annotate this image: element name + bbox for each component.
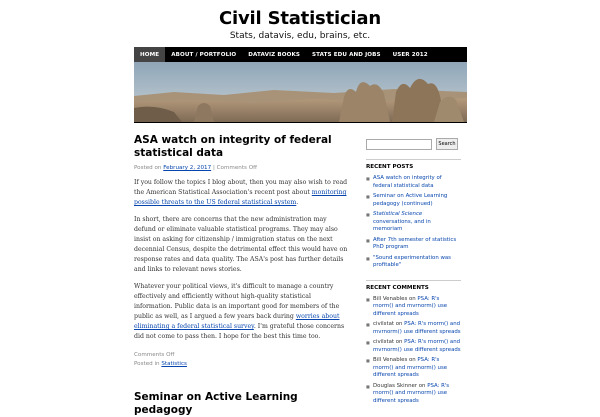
list-item: [366, 321, 461, 336]
comment-post-link[interactable]: PSA: R's rnorm() and mvrnorm() use different spreads: [373, 357, 448, 378]
paragraph: [134, 178, 350, 208]
nav-item-dataviz-books[interactable]: DATAVIZ BOOKS: [248, 51, 301, 58]
paragraph: In short, there are concerns that the new administration may defund or eliminate valuable statistical programs. They may also insist on asking for citizenship / immigration status on the next decennial Census, despite the detrimental effect this would have on response rates and data quality. The ASA's post has further details and links to relevant news stories.: [134, 216, 348, 273]
comment-author: civilstat: [373, 339, 394, 345]
paragraph: [134, 282, 350, 342]
header-divider: [134, 122, 467, 123]
list-item: [366, 175, 461, 190]
post-title[interactable]: ASA watch on integrity of federal statistical data: [134, 134, 332, 159]
list-item: [366, 296, 461, 319]
on-label: on: [408, 295, 416, 302]
recent-post-link[interactable]: [373, 211, 431, 232]
comment-author: Bill Venables: [373, 357, 408, 363]
site-description: Stats, datavis, edu, brains, etc.: [229, 31, 371, 41]
nav-item-home[interactable]: HOME: [134, 47, 165, 62]
list-item: [366, 255, 461, 270]
list-item: [366, 211, 461, 234]
search-input[interactable]: [366, 139, 432, 150]
comment-post-link[interactable]: PSA: R's rnorm() and mvrnorm() use different spreads: [373, 321, 461, 335]
comment-post-link[interactable]: PSA: R's rnorm() and mvrnorm() use different spreads: [373, 382, 450, 404]
text: . I'm grateful those concerns did not come to pass then. I hope for the best this time too.: [134, 323, 345, 340]
post-date-link[interactable]: February 2, 2017: [163, 165, 212, 171]
site-title[interactable]: Civil Statistician: [219, 8, 381, 29]
text: .: [296, 199, 299, 206]
post-meta: [134, 165, 350, 171]
posted-on-label: Posted on: [134, 165, 162, 171]
recent-post-link[interactable]: After 7th semester of statistics PhD program: [373, 236, 457, 250]
nav-item-stats-edu-and-jobs[interactable]: STATS EDU AND JOBS: [312, 51, 381, 58]
list-item: [366, 339, 461, 354]
comments-status: Comments Off: [134, 352, 175, 358]
on-label: on: [395, 321, 403, 327]
post-content: [134, 178, 350, 342]
post: [134, 391, 350, 417]
post-utility: [134, 351, 350, 369]
sidebar: [366, 138, 461, 408]
recent-post-link[interactable]: Seminar on Active Learning pedagogy (continued): [373, 193, 448, 207]
nav-item-about-portfolio[interactable]: ABOUT / PORTFOLIO: [171, 51, 237, 58]
main-nav: [134, 47, 467, 62]
header-image: [134, 62, 467, 122]
comment-author: civilstat: [373, 321, 394, 327]
recent-post-emphasis: Statistical Science: [373, 211, 423, 217]
recent-post-link[interactable]: "Sound experimentation was profitable": [373, 254, 451, 268]
recent-comments-title: RECENT COMMENTS: [366, 280, 461, 291]
comment-post-link[interactable]: PSA: R's rnorm() and mvrnorm() use different spreads: [373, 339, 461, 353]
meta-separator: |: [212, 165, 215, 171]
category-link[interactable]: Statistics: [161, 361, 187, 367]
recent-posts-list: [366, 175, 461, 270]
on-label: on: [395, 339, 403, 345]
text: If you follow the topics I blog about, then you may also wish to read the American Statistical Association's recent post about: [134, 179, 348, 196]
comments-status: Comments Off: [216, 165, 257, 171]
list-item: [366, 237, 461, 252]
on-label: on: [408, 357, 416, 363]
recent-comments-list: [366, 296, 461, 406]
list-item: [366, 357, 461, 380]
list-item: [366, 193, 461, 208]
posted-in: [134, 360, 350, 369]
posted-in-label: Posted in: [134, 361, 160, 367]
comment-author: Bill Venables: [373, 295, 408, 302]
recent-post-text: conversations, and in memoriam: [373, 218, 431, 232]
comment-post-link[interactable]: PSA: R's rnorm() and mvrnorm() use different spreads: [373, 295, 448, 317]
main-content: [134, 134, 350, 417]
nav-item-user-2012[interactable]: USER 2012: [392, 51, 428, 58]
on-label: on: [418, 382, 426, 389]
search-form: [366, 138, 461, 150]
recent-posts-title: RECENT POSTS: [366, 159, 461, 170]
list-item: [366, 383, 461, 406]
inline-link[interactable]: worries about eliminating a federal statistical survey: [134, 313, 340, 330]
search-button[interactable]: Search: [436, 138, 458, 150]
post: [134, 134, 350, 369]
comment-author: Douglas Skinner: [373, 382, 418, 389]
text: Whatever your political views, it's difficult to manage a country effectively and efficiently without high-quality statistical information. Public data is an important good for members of the public as well, as I argued a few years back during: [134, 283, 340, 320]
inline-link[interactable]: monitoring possible threats to the US federal statistical system: [134, 189, 347, 206]
recent-post-link[interactable]: ASA watch on integrity of federal statistical data: [373, 175, 442, 189]
post-title[interactable]: Seminar on Active Learning pedagogy: [134, 391, 298, 416]
